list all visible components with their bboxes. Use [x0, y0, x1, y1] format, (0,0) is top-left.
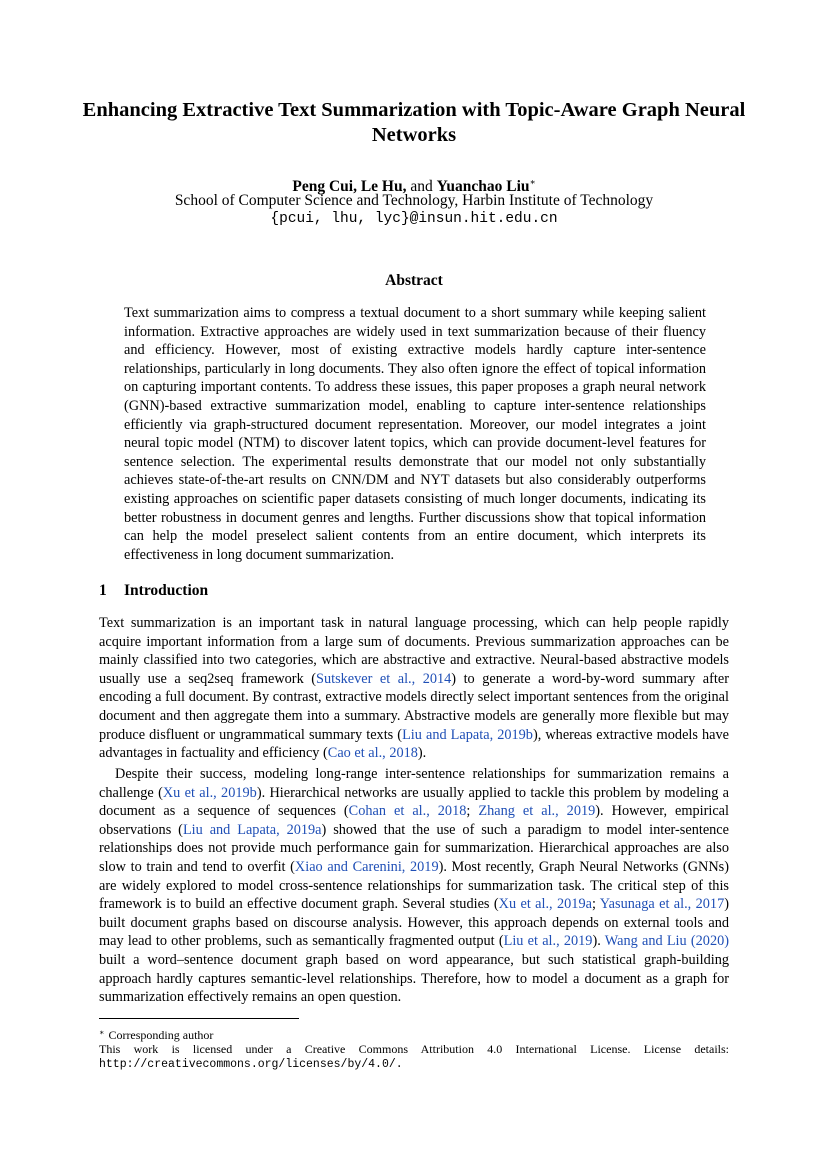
- paper-title: Enhancing Extractive Text Summarization with Topic-Aware Graph Neural Networks: [82, 99, 746, 146]
- section-number: 1: [99, 582, 107, 599]
- citation-link[interactable]: Liu and Lapata, 2019a: [182, 821, 322, 838]
- affiliation: School of Computer Science and Technology, Harbin Institute of Technology: [174, 192, 654, 209]
- text-run: ) to generate a word-by-word summary after encoding a full document. By contrast, extractive models directly select important sentences from the original document and then aggregate them into a summary. Abstractive models are generally more flexible but may produce disfluent or ungrammatical summary texts (: [99, 670, 729, 743]
- author-names: Peng Cui, Le Hu,: [292, 178, 407, 195]
- text-run: built a word–sentence document graph based on word appearance, but such statistical graph-building approach hardly captures semantic-level relationships. Therefore, how to model a document as a graph for summarization effectively remains an open question.: [99, 951, 729, 1006]
- citation-link[interactable]: Liu and Lapata, 2019b: [402, 726, 533, 743]
- citation-link[interactable]: Cohan et al., 2018: [348, 803, 467, 820]
- text-run: ).: [417, 745, 427, 762]
- author-last: Yuanchao Liu: [436, 178, 530, 195]
- citation-link[interactable]: Xiao and Carenini, 2019: [294, 858, 439, 875]
- footnote-license: This work is licensed under a Creative Commons Attribution 4.0 International License. License details:: [99, 1042, 729, 1056]
- intro-paragraph-1: [99, 614, 729, 763]
- text-run: Despite their success, modeling long-range inter-sentence relationships for summarization remains a challenge (: [99, 766, 729, 801]
- text-run: ).: [592, 933, 605, 950]
- abstract-heading: Abstract: [385, 272, 443, 289]
- citation-link[interactable]: Xu et al., 2019b: [162, 784, 257, 801]
- text-run: ) showed that the use of such a paradigm to model inter-sentence relationships does not provide much performance gain for summarization. Hierarchical approaches are also slow to train and tend to overfit (: [99, 821, 729, 875]
- citation-link[interactable]: Liu et al., 2019: [503, 933, 593, 950]
- corresponding-mark: ∗: [529, 177, 536, 187]
- text-run: Text summarization is an important task in natural language processing, which can help people rapidly acquire important information from a large sum of documents. Previous summarization approaches can be mainly classified into two categories, which are abstractive and extractive. Neural-based abstractive models usually use a seq2seq framework (: [99, 615, 729, 687]
- author-conjunction: and: [406, 178, 437, 195]
- citation-link[interactable]: Cao et al., 2018: [327, 745, 418, 762]
- citation-link[interactable]: Sutskever et al., 2014: [316, 670, 452, 687]
- text-run: ;: [466, 803, 479, 820]
- citation-link[interactable]: Wang and Liu (2020): [604, 933, 730, 950]
- citation-link[interactable]: Zhang et al., 2019: [478, 803, 596, 820]
- text-run: ). However, empirical observations (: [99, 803, 730, 838]
- footnote-text: Corresponding author: [108, 1028, 214, 1042]
- text-run: ) built document graphs based on discourse analysis. However, this approach depends on external tools and may lead to other problems, such as semantically fragmented output (: [99, 896, 729, 950]
- text-run: ). Hierarchical networks are usually applied to tackle this problem by modeling a document as a sequence of sequences (: [99, 784, 730, 820]
- license-url[interactable]: http://creativecommons.org/licenses/by/4.0/.: [99, 1058, 403, 1071]
- author-email: {pcui, lhu, lyc}@insun.hit.edu.cn: [270, 211, 558, 227]
- footnote-divider: [99, 1018, 299, 1019]
- section-heading: [99, 582, 208, 600]
- citation-link[interactable]: Xu et al., 2019a: [498, 896, 592, 913]
- intro-paragraph-2: [99, 765, 729, 1007]
- text-run: ;: [591, 896, 600, 913]
- text-run: ), whereas extractive models have advantages in factuality and efficiency (: [99, 726, 729, 762]
- text-run: ). Most recently, Graph Neural Networks (GNNs) are widely explored to model cross-sentence relationships for summarization task. The critical step of this framework is to build an effective document graph. Several studies (: [99, 858, 729, 913]
- footnote-mark: ∗: [99, 1028, 105, 1037]
- abstract-text: Text summarization aims to compress a textual document to a short summary while keeping salient information. Extractive approaches are widely used in text summarization because of their fluency and efficiency. However, most of existing extractive models hardly capture inter-sentence relationships, particularly in long documents. They also often ignore the effect of topical information on capturing important contents. To address these issues, this paper proposes a graph neural network (GNN)-based extractive summarization model, enabling to capture inter-sentence relationships efficiently via graph-structured document representation. Moreover, our model integrates a joint neural topic model (NTM) to discover latent topics, which can provide document-level features for sentence selection. The experimental results demonstrate that our model not only substantially achieves state-of-the-art results on CNN/DM and NYT datasets but also considerably outperforms existing approaches on scientific paper datasets consisting of much longer documents, indicating its better robustness in document genres and lengths. Further discussions show that topical information can help the model preselect salient contents from an entire document, which interprets its effectiveness in long document summarization.: [124, 305, 706, 563]
- section-title: Introduction: [124, 582, 209, 599]
- citation-link[interactable]: Yasunaga et al., 2017: [599, 896, 725, 913]
